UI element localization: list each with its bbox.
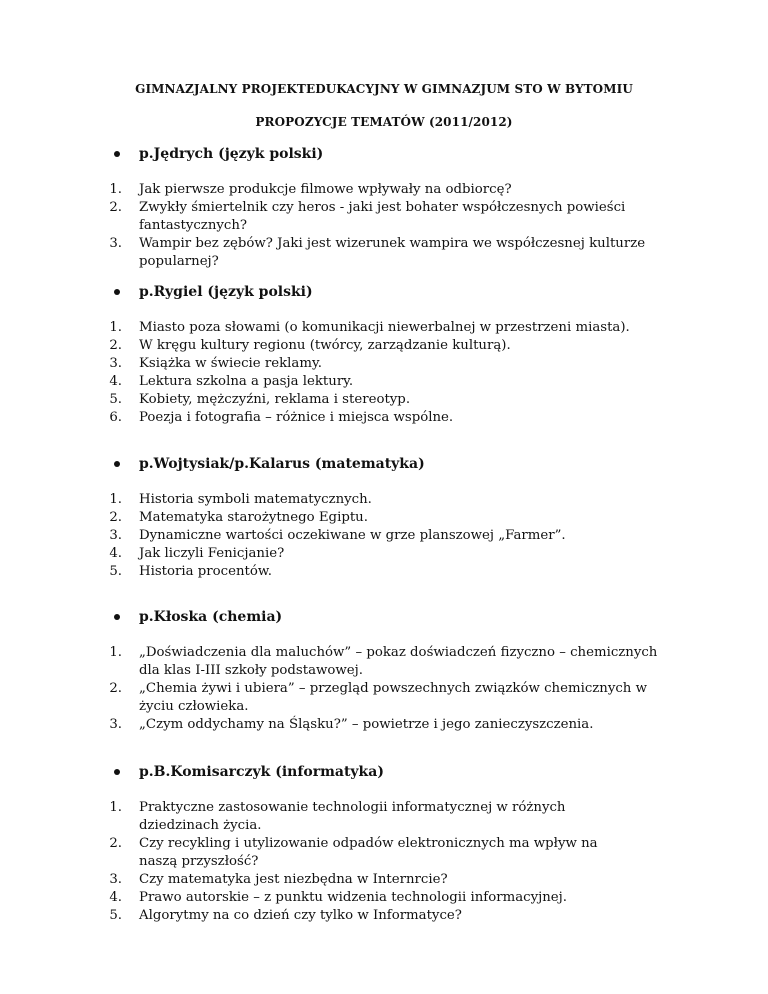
list-item xyxy=(0,680,768,716)
list-item xyxy=(0,509,768,527)
list-item xyxy=(0,835,768,871)
item-text: Kobiety, mężczyźni, reklama i stereotyp. xyxy=(139,392,411,407)
item-number: 4. xyxy=(109,374,122,389)
list-item xyxy=(0,199,768,235)
item-text: „Czym oddychamy na Śląsku?” – powietrze i jego zanieczyszczenia. xyxy=(139,717,594,732)
item-text: Czy matematyka jest niezbędna w Internrcie? xyxy=(139,872,448,887)
item-number: 3. xyxy=(109,528,122,543)
list-item xyxy=(0,545,768,563)
item-number: 2. xyxy=(109,836,122,851)
document-title: GIMNAZJALNY PROJEKTEDUKACYJNY W GIMNAZJUM STO W BYTOMIU xyxy=(135,82,633,96)
list-item xyxy=(0,337,768,355)
item-number: 2. xyxy=(109,200,122,215)
item-text: „Doświadczenia dla maluchów” – pokaz doświadczeń fizyczno – chemicznych dla klas I-III szkoły podstawowej. xyxy=(139,645,658,678)
item-number: 1. xyxy=(109,645,122,660)
list-item xyxy=(0,355,768,373)
section-teacher: p.Jędrych (język polski) xyxy=(139,146,324,162)
item-number: 6. xyxy=(109,410,122,425)
item-text: Dynamiczne wartości oczekiwane w grze planszowej „Farmer”. xyxy=(139,528,566,543)
list-item xyxy=(0,799,768,835)
document-subtitle: PROPOZYCJE TEMATÓW (2011/2012) xyxy=(255,115,513,129)
list-item xyxy=(0,391,768,409)
list-item xyxy=(0,644,768,680)
topic-list xyxy=(0,181,768,271)
item-number: 5. xyxy=(109,564,122,579)
item-text: Matematyka starożytnego Egiptu. xyxy=(139,510,368,525)
list-item xyxy=(0,889,768,907)
item-number: 4. xyxy=(109,890,122,905)
section-teacher: p.Kłoska (chemia) xyxy=(139,609,283,625)
list-item xyxy=(0,409,768,427)
item-text: Praktyczne zastosowanie technologii informatycznej w różnych dziedzinach życia. xyxy=(139,800,566,833)
item-number: 2. xyxy=(109,338,122,353)
item-text: Jak liczyli Fenicjanie? xyxy=(139,546,285,561)
topic-list xyxy=(0,799,768,925)
item-number: 1. xyxy=(109,492,122,507)
item-text: Poezja i fotografia – różnice i miejsca wspólne. xyxy=(139,410,454,425)
section-jedrych xyxy=(0,144,768,269)
bullet-icon xyxy=(114,151,120,157)
item-text: Czy recykling i utylizowanie odpadów elektronicznych ma wpływ na naszą przyszłość? xyxy=(139,836,598,869)
list-item xyxy=(0,235,768,271)
topic-list xyxy=(0,644,768,734)
list-item xyxy=(0,181,768,199)
list-item xyxy=(0,716,768,734)
item-text: Historia procentów. xyxy=(139,564,272,579)
item-number: 2. xyxy=(109,510,122,525)
item-number: 1. xyxy=(109,182,122,197)
item-text: Jak pierwsze produkcje filmowe wpływały na odbiorcę? xyxy=(139,182,512,197)
item-text: Lektura szkolna a pasja lektury. xyxy=(139,374,354,389)
bullet-icon xyxy=(114,614,120,620)
item-text: Książka w świecie reklamy. xyxy=(139,356,322,371)
item-number: 3. xyxy=(109,872,122,887)
item-number: 4. xyxy=(109,546,122,561)
topic-list xyxy=(0,319,768,427)
list-item xyxy=(0,907,768,925)
list-item xyxy=(0,871,768,889)
section-rygiel xyxy=(0,282,768,425)
bullet-icon xyxy=(114,769,120,775)
item-number: 3. xyxy=(109,356,122,371)
section-header xyxy=(0,762,768,784)
section-komisarczyk xyxy=(0,762,768,923)
item-text: W kręgu kultury regionu (twórcy, zarządzanie kulturą). xyxy=(139,338,511,353)
bullet-icon xyxy=(114,289,120,295)
list-item xyxy=(0,319,768,337)
section-kloska xyxy=(0,607,768,732)
list-item xyxy=(0,491,768,509)
item-number: 1. xyxy=(109,320,122,335)
section-teacher: p.Wojtysiak/p.Kalarus (matematyka) xyxy=(139,456,425,472)
section-teacher: p.Rygiel (język polski) xyxy=(139,284,313,300)
section-header xyxy=(0,282,768,304)
list-item xyxy=(0,373,768,391)
list-item xyxy=(0,563,768,581)
section-teacher: p.B.Komisarczyk (informatyka) xyxy=(139,764,384,780)
item-text: Wampir bez zębów? Jaki jest wizerunek wampira we współczesnej kulturze popularnej? xyxy=(139,236,646,269)
item-number: 5. xyxy=(109,392,122,407)
item-text: Algorytmy na co dzień czy tylko w Informatyce? xyxy=(139,908,462,923)
list-item xyxy=(0,527,768,545)
item-text: Miasto poza słowami (o komunikacji niewerbalnej w przestrzeni miasta). xyxy=(139,320,630,335)
section-wojtysiak-kalarus xyxy=(0,454,768,579)
section-header xyxy=(0,144,768,166)
item-number: 3. xyxy=(109,236,122,251)
bullet-icon xyxy=(114,461,120,467)
item-number: 5. xyxy=(109,908,122,923)
item-number: 1. xyxy=(109,800,122,815)
item-text: Zwykły śmiertelnik czy heros - jaki jest bohater współczesnych powieści fantastycznych? xyxy=(139,200,626,233)
section-header xyxy=(0,607,768,629)
topic-list xyxy=(0,491,768,581)
item-number: 2. xyxy=(109,681,122,696)
item-text: Prawo autorskie – z punktu widzenia technologii informacyjnej. xyxy=(139,890,567,905)
item-number: 3. xyxy=(109,717,122,732)
item-text: „Chemia żywi i ubiera” – przegląd powszechnych związków chemicznych w życiu człowieka. xyxy=(139,681,647,714)
item-text: Historia symboli matematycznych. xyxy=(139,492,372,507)
section-header xyxy=(0,454,768,476)
